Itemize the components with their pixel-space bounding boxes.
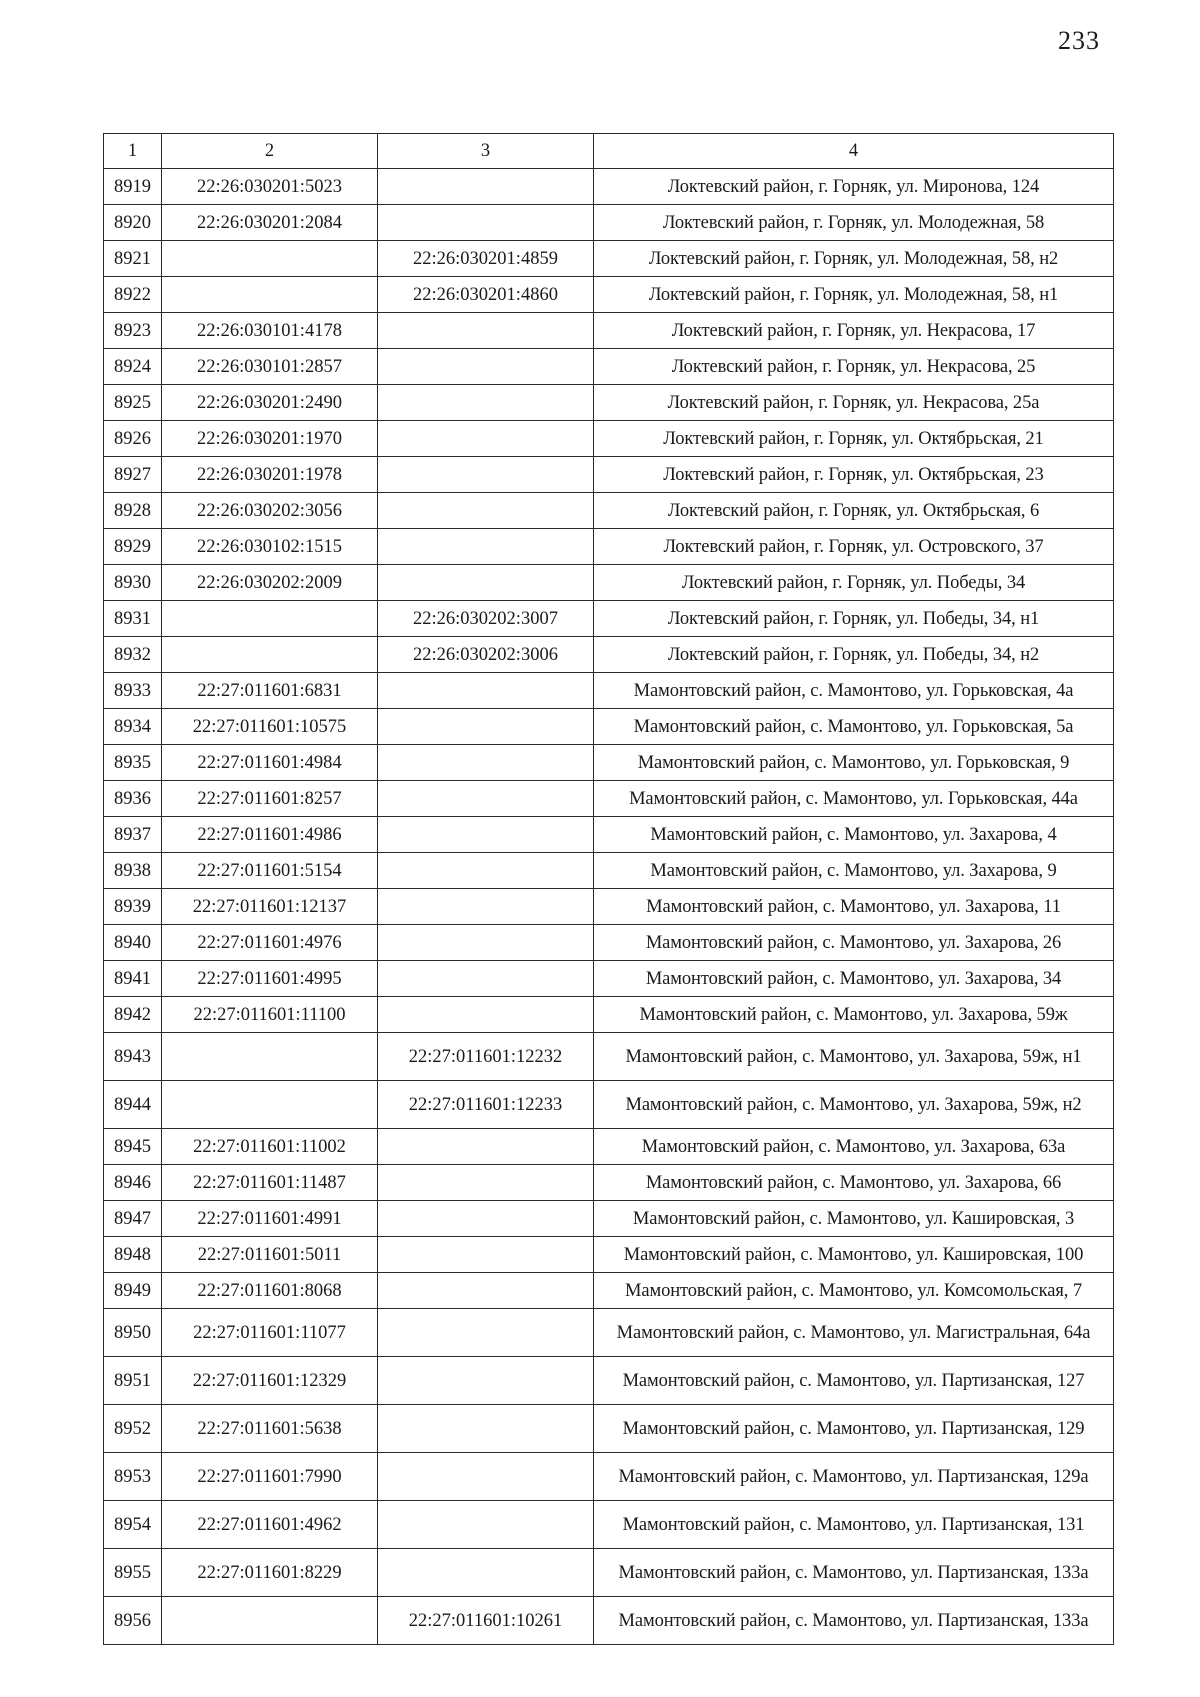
table-row: [104, 889, 1114, 925]
premises-cadastral-number-cell: 22:26:030201:4860: [378, 277, 594, 313]
cadastral-number-cell: 22:27:011601:8068: [162, 1273, 378, 1309]
cadastral-number-cell: 22:27:011601:5154: [162, 853, 378, 889]
table-row: [104, 817, 1114, 853]
cadastral-number-cell: 22:27:011601:4986: [162, 817, 378, 853]
address-cell: Мамонтовский район, с. Мамонтово, ул. Захарова, 66: [594, 1165, 1114, 1201]
column-header-4: 4: [594, 134, 1114, 169]
premises-cadastral-number-cell: [378, 1309, 594, 1357]
cadastral-number-cell: 22:27:011601:4984: [162, 745, 378, 781]
row-number-cell: 8926: [104, 421, 162, 457]
premises-cadastral-number-cell: [378, 925, 594, 961]
cadastral-number-cell: 22:26:030201:5023: [162, 169, 378, 205]
premises-cadastral-number-cell: [378, 853, 594, 889]
cadastral-number-cell: [162, 637, 378, 673]
row-number-cell: 8928: [104, 493, 162, 529]
premises-cadastral-number-cell: [378, 313, 594, 349]
cadastral-number-cell: 22:26:030102:1515: [162, 529, 378, 565]
row-number-cell: 8950: [104, 1309, 162, 1357]
row-number-cell: 8946: [104, 1165, 162, 1201]
cadastral-number-cell: 22:27:011601:12329: [162, 1357, 378, 1405]
table-row: [104, 1309, 1114, 1357]
premises-cadastral-number-cell: 22:27:011601:12232: [378, 1033, 594, 1081]
premises-cadastral-number-cell: [378, 673, 594, 709]
premises-cadastral-number-cell: [378, 421, 594, 457]
cadastral-number-cell: 22:26:030201:1978: [162, 457, 378, 493]
cadastral-number-cell: [162, 601, 378, 637]
cadastral-number-cell: 22:26:030201:1970: [162, 421, 378, 457]
address-cell: Мамонтовский район, с. Мамонтово, ул. Захарова, 59ж, н1: [594, 1033, 1114, 1081]
table-row: [104, 1453, 1114, 1501]
premises-cadastral-number-cell: [378, 1405, 594, 1453]
address-cell: Локтевский район, г. Горняк, ул. Островского, 37: [594, 529, 1114, 565]
row-number-cell: 8921: [104, 241, 162, 277]
cadastral-number-cell: 22:27:011601:11487: [162, 1165, 378, 1201]
table-row: [104, 205, 1114, 241]
table-row: [104, 997, 1114, 1033]
table-row: [104, 349, 1114, 385]
premises-cadastral-number-cell: [378, 1237, 594, 1273]
table-row: [104, 241, 1114, 277]
address-cell: Мамонтовский район, с. Мамонтово, ул. Партизанская, 127: [594, 1357, 1114, 1405]
row-number-cell: 8940: [104, 925, 162, 961]
table-row: [104, 961, 1114, 997]
address-cell: Мамонтовский район, с. Мамонтово, ул. Партизанская, 133а: [594, 1549, 1114, 1597]
table-row: [104, 745, 1114, 781]
cadastral-number-cell: 22:27:011601:11100: [162, 997, 378, 1033]
column-header-3: 3: [378, 134, 594, 169]
table-row: [104, 1033, 1114, 1081]
address-cell: Мамонтовский район, с. Мамонтово, ул. Кашировская, 100: [594, 1237, 1114, 1273]
table-row: [104, 601, 1114, 637]
cadastral-number-cell: 22:26:030201:2084: [162, 205, 378, 241]
premises-cadastral-number-cell: [378, 457, 594, 493]
address-cell: Мамонтовский район, с. Мамонтово, ул. Захарова, 59ж, н2: [594, 1081, 1114, 1129]
cadastral-register-table: [103, 133, 1114, 1645]
column-header-1: 1: [104, 134, 162, 169]
cadastral-number-cell: 22:27:011601:8257: [162, 781, 378, 817]
cadastral-number-cell: 22:27:011601:5638: [162, 1405, 378, 1453]
cadastral-number-cell: 22:27:011601:4976: [162, 925, 378, 961]
table-row: [104, 1201, 1114, 1237]
address-cell: Мамонтовский район, с. Мамонтово, ул. Захарова, 11: [594, 889, 1114, 925]
premises-cadastral-number-cell: [378, 529, 594, 565]
premises-cadastral-number-cell: [378, 1501, 594, 1549]
row-number-cell: 8935: [104, 745, 162, 781]
row-number-cell: 8930: [104, 565, 162, 601]
address-cell: Локтевский район, г. Горняк, ул. Миронова, 124: [594, 169, 1114, 205]
address-cell: Локтевский район, г. Горняк, ул. Некрасова, 25: [594, 349, 1114, 385]
premises-cadastral-number-cell: 22:26:030202:3006: [378, 637, 594, 673]
cadastral-number-cell: 22:26:030101:4178: [162, 313, 378, 349]
row-number-cell: 8956: [104, 1597, 162, 1645]
premises-cadastral-number-cell: [378, 1273, 594, 1309]
cadastral-number-cell: 22:27:011601:11002: [162, 1129, 378, 1165]
address-cell: Мамонтовский район, с. Мамонтово, ул. Захарова, 9: [594, 853, 1114, 889]
address-cell: Мамонтовский район, с. Мамонтово, ул. Захарова, 59ж: [594, 997, 1114, 1033]
premises-cadastral-number-cell: [378, 349, 594, 385]
table-row: [104, 1165, 1114, 1201]
cadastral-number-cell: 22:27:011601:4995: [162, 961, 378, 997]
row-number-cell: 8932: [104, 637, 162, 673]
table-row: [104, 313, 1114, 349]
cadastral-number-cell: 22:27:011601:12137: [162, 889, 378, 925]
cadastral-number-cell: 22:27:011601:5011: [162, 1237, 378, 1273]
address-cell: Мамонтовский район, с. Мамонтово, ул. Партизанская, 129а: [594, 1453, 1114, 1501]
address-cell: Локтевский район, г. Горняк, ул. Некрасова, 25а: [594, 385, 1114, 421]
table-row: [104, 925, 1114, 961]
page-number: 233: [1058, 26, 1100, 55]
premises-cadastral-number-cell: [378, 997, 594, 1033]
cadastral-number-cell: 22:27:011601:4991: [162, 1201, 378, 1237]
row-number-cell: 8924: [104, 349, 162, 385]
row-number-cell: 8925: [104, 385, 162, 421]
cadastral-number-cell: 22:27:011601:10575: [162, 709, 378, 745]
table-row: [104, 565, 1114, 601]
cadastral-number-cell: 22:26:030201:2490: [162, 385, 378, 421]
address-cell: Локтевский район, г. Горняк, ул. Победы, 34: [594, 565, 1114, 601]
address-cell: Локтевский район, г. Горняк, ул. Молодежная, 58, н1: [594, 277, 1114, 313]
row-number-cell: 8920: [104, 205, 162, 241]
row-number-cell: 8934: [104, 709, 162, 745]
cadastral-number-cell: [162, 1033, 378, 1081]
row-number-cell: 8951: [104, 1357, 162, 1405]
row-number-cell: 8937: [104, 817, 162, 853]
row-number-cell: 8933: [104, 673, 162, 709]
table-row: [104, 673, 1114, 709]
row-number-cell: 8936: [104, 781, 162, 817]
table-row: [104, 637, 1114, 673]
row-number-cell: 8927: [104, 457, 162, 493]
address-cell: Локтевский район, г. Горняк, ул. Победы, 34, н1: [594, 601, 1114, 637]
address-cell: Мамонтовский район, с. Мамонтово, ул. Захарова, 4: [594, 817, 1114, 853]
row-number-cell: 8919: [104, 169, 162, 205]
cadastral-number-cell: 22:27:011601:8229: [162, 1549, 378, 1597]
premises-cadastral-number-cell: [378, 889, 594, 925]
address-cell: Локтевский район, г. Горняк, ул. Октябрьская, 21: [594, 421, 1114, 457]
row-number-cell: 8947: [104, 1201, 162, 1237]
row-number-cell: 8938: [104, 853, 162, 889]
table-row: [104, 1129, 1114, 1165]
row-number-cell: 8941: [104, 961, 162, 997]
row-number-cell: 8948: [104, 1237, 162, 1273]
row-number-cell: 8944: [104, 1081, 162, 1129]
table-row: [104, 1405, 1114, 1453]
premises-cadastral-number-cell: [378, 1201, 594, 1237]
table-row: [104, 385, 1114, 421]
premises-cadastral-number-cell: [378, 493, 594, 529]
table-row: [104, 1597, 1114, 1645]
cadastral-number-cell: [162, 277, 378, 313]
row-number-cell: 8943: [104, 1033, 162, 1081]
address-cell: Мамонтовский район, с. Мамонтово, ул. Магистральная, 64а: [594, 1309, 1114, 1357]
row-number-cell: 8953: [104, 1453, 162, 1501]
table-body: [104, 169, 1114, 1645]
premises-cadastral-number-cell: [378, 817, 594, 853]
address-cell: Мамонтовский район, с. Мамонтово, ул. Горьковская, 5а: [594, 709, 1114, 745]
address-cell: Мамонтовский район, с. Мамонтово, ул. Партизанская, 133а: [594, 1597, 1114, 1645]
premises-cadastral-number-cell: [378, 961, 594, 997]
premises-cadastral-number-cell: [378, 169, 594, 205]
cadastral-number-cell: 22:26:030202:2009: [162, 565, 378, 601]
cadastral-number-cell: 22:27:011601:7990: [162, 1453, 378, 1501]
address-cell: Мамонтовский район, с. Мамонтово, ул. Захарова, 63а: [594, 1129, 1114, 1165]
address-cell: Локтевский район, г. Горняк, ул. Молодежная, 58, н2: [594, 241, 1114, 277]
table-row: [104, 277, 1114, 313]
premises-cadastral-number-cell: [378, 1357, 594, 1405]
premises-cadastral-number-cell: [378, 1453, 594, 1501]
column-header-2: 2: [162, 134, 378, 169]
address-cell: Локтевский район, г. Горняк, ул. Октябрьская, 6: [594, 493, 1114, 529]
premises-cadastral-number-cell: [378, 745, 594, 781]
cadastral-number-cell: 22:27:011601:4962: [162, 1501, 378, 1549]
cadastral-number-cell: [162, 1081, 378, 1129]
table-row: [104, 169, 1114, 205]
row-number-cell: 8923: [104, 313, 162, 349]
row-number-cell: 8955: [104, 1549, 162, 1597]
row-number-cell: 8922: [104, 277, 162, 313]
cadastral-number-cell: 22:26:030202:3056: [162, 493, 378, 529]
row-number-cell: 8931: [104, 601, 162, 637]
address-cell: Мамонтовский район, с. Мамонтово, ул. Кашировская, 3: [594, 1201, 1114, 1237]
address-cell: Мамонтовский район, с. Мамонтово, ул. Горьковская, 44а: [594, 781, 1114, 817]
premises-cadastral-number-cell: [378, 709, 594, 745]
table-row: [104, 1237, 1114, 1273]
address-cell: Мамонтовский район, с. Мамонтово, ул. Горьковская, 4а: [594, 673, 1114, 709]
premises-cadastral-number-cell: 22:27:011601:10261: [378, 1597, 594, 1645]
cadastral-number-cell: [162, 241, 378, 277]
premises-cadastral-number-cell: [378, 565, 594, 601]
premises-cadastral-number-cell: 22:26:030202:3007: [378, 601, 594, 637]
cadastral-number-cell: 22:26:030101:2857: [162, 349, 378, 385]
address-cell: Мамонтовский район, с. Мамонтово, ул. Партизанская, 129: [594, 1405, 1114, 1453]
premises-cadastral-number-cell: [378, 205, 594, 241]
address-cell: Локтевский район, г. Горняк, ул. Октябрьская, 23: [594, 457, 1114, 493]
address-cell: Мамонтовский район, с. Мамонтово, ул. Захарова, 26: [594, 925, 1114, 961]
table-row: [104, 529, 1114, 565]
table-row: [104, 421, 1114, 457]
address-cell: Мамонтовский район, с. Мамонтово, ул. Горьковская, 9: [594, 745, 1114, 781]
row-number-cell: 8949: [104, 1273, 162, 1309]
address-cell: Локтевский район, г. Горняк, ул. Победы, 34, н2: [594, 637, 1114, 673]
table-row: [104, 1273, 1114, 1309]
table-row: [104, 1357, 1114, 1405]
premises-cadastral-number-cell: [378, 1129, 594, 1165]
cadastral-number-cell: [162, 1597, 378, 1645]
address-cell: Мамонтовский район, с. Мамонтово, ул. Захарова, 34: [594, 961, 1114, 997]
address-cell: Мамонтовский район, с. Мамонтово, ул. Партизанская, 131: [594, 1501, 1114, 1549]
cadastral-number-cell: 22:27:011601:11077: [162, 1309, 378, 1357]
table-row: [104, 457, 1114, 493]
row-number-cell: 8929: [104, 529, 162, 565]
row-number-cell: 8954: [104, 1501, 162, 1549]
address-cell: Локтевский район, г. Горняк, ул. Некрасова, 17: [594, 313, 1114, 349]
table-row: [104, 853, 1114, 889]
address-cell: Локтевский район, г. Горняк, ул. Молодежная, 58: [594, 205, 1114, 241]
table-row: [104, 781, 1114, 817]
premises-cadastral-number-cell: [378, 1165, 594, 1201]
table-row: [104, 1501, 1114, 1549]
column-number-row: [104, 134, 1114, 169]
table-row: [104, 709, 1114, 745]
table-row: [104, 1549, 1114, 1597]
row-number-cell: 8939: [104, 889, 162, 925]
cadastral-number-cell: 22:27:011601:6831: [162, 673, 378, 709]
premises-cadastral-number-cell: [378, 385, 594, 421]
row-number-cell: 8945: [104, 1129, 162, 1165]
row-number-cell: 8952: [104, 1405, 162, 1453]
table-row: [104, 493, 1114, 529]
premises-cadastral-number-cell: 22:27:011601:12233: [378, 1081, 594, 1129]
premises-cadastral-number-cell: [378, 781, 594, 817]
table-row: [104, 1081, 1114, 1129]
row-number-cell: 8942: [104, 997, 162, 1033]
premises-cadastral-number-cell: [378, 1549, 594, 1597]
address-cell: Мамонтовский район, с. Мамонтово, ул. Комсомольская, 7: [594, 1273, 1114, 1309]
premises-cadastral-number-cell: 22:26:030201:4859: [378, 241, 594, 277]
